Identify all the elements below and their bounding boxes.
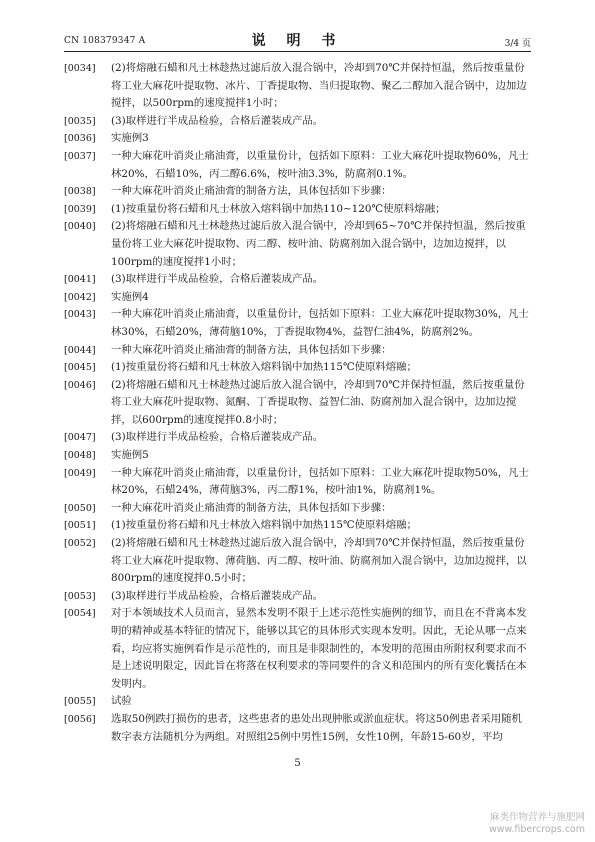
paragraph-number: [0049] (64, 467, 96, 479)
paragraph (64, 306, 531, 341)
paragraph-number: [0035] (64, 115, 96, 127)
paragraph-number: [0042] (64, 291, 96, 303)
paragraph (64, 711, 531, 746)
paragraph-text: 一种大麻花叶消炎止痛油膏，以重量份计，包括如下原料：工业大麻花叶提取物30%，凡士林30%，石蜡20%，薄荷脑10%，丁香提取物4%，益智仁油4%，防腐剂2%。 (111, 308, 529, 338)
paragraph-text: (3)取样进行半成品检验，合格后灌装成产品。 (111, 431, 324, 444)
watermark (489, 812, 585, 836)
watermark-line-2: www.fibercrops.com (488, 824, 585, 835)
paragraph-number: [0041] (64, 274, 96, 286)
paragraph-text: (2)将熔融石蜡和凡士林趁热过滤后放入混合锅中，冷却到70℃并保持恒温，然后按重量份将工业大麻花叶提取物、氮酮、丁香提取物、益智仁油、防腐剂加入混合锅中，边加边搅拌，以600rpm的速度搅拌0.8小时； (111, 378, 525, 426)
paragraph-text: 一种大麻花叶消炎止痛油膏，以重量份计，包括如下原料：工业大麻花叶提取物50%，凡士林20%，石蜡24%，薄荷脑3%，丙二醇1%，桉叶油1%，防腐剂1%。 (111, 466, 529, 497)
document-title: 说 明 书 (251, 33, 344, 49)
paragraph (64, 359, 531, 377)
paragraph-number: [0054] (64, 608, 96, 620)
page-indicator: 3/4 页 (504, 39, 531, 49)
paragraph (64, 148, 531, 183)
page-header (64, 0, 531, 52)
paragraph-text: 一种大麻花叶消炎止痛油膏的制备方法，具体包括如下步骤： (111, 343, 392, 356)
paragraph-number: [0046] (64, 379, 96, 391)
page-number: 5 (294, 758, 301, 769)
paragraph-text: (2)将熔融石蜡和凡士林趁热过滤后放入混合锅中，冷却到70℃并保持恒温，然后按重量份将工业大麻花叶提取物、薄荷脑、丙二醇、桉叶油、防腐剂加入混合锅中，边加边搅拌，以800rpm的速度搅拌0.5小时； (111, 537, 527, 585)
paragraph-number: [0034] (64, 63, 96, 74)
paragraph-number: [0036] (64, 133, 96, 145)
paragraph-text: 一种大麻花叶消炎止痛油膏，以重量份计，包括如下原料：工业大麻花叶提取物60%，凡士林20%，石蜡10%，丙二醇6.6%，桉叶油3.3%，防腐剂0.1%。 (111, 149, 529, 180)
paragraph-number: [0038] (64, 186, 96, 198)
paragraph-text: (3)取样进行半成品检验，合格后灌装成产品。 (111, 114, 324, 127)
paragraph (64, 535, 531, 588)
paragraph (64, 465, 531, 500)
paragraph (64, 289, 531, 307)
paragraph-number: [0040] (64, 221, 96, 233)
paragraph-number: [0044] (64, 344, 96, 356)
paragraph-text: 试验 (111, 695, 132, 708)
paragraph-text: 一种大麻花叶消炎止痛油膏的制备方法，具体包括如下步骤： (111, 185, 392, 198)
paragraph (64, 130, 531, 148)
document-body (64, 60, 531, 746)
paragraph-text: (3)取样进行半成品检验，合格后灌装成产品。 (111, 273, 324, 286)
paragraph (64, 693, 531, 711)
paragraph-text: (1)按重量份将石蜡和凡士林放入熔料锅中加热115℃使原料熔融； (111, 519, 417, 532)
paragraph-number: [0045] (64, 362, 96, 374)
paragraph-text: 一种大麻花叶消炎止痛油膏的制备方法，具体包括如下步骤： (111, 501, 392, 514)
paragraph (64, 271, 531, 289)
paragraph-text: 对于本领域技术人员而言，显然本发明不限于上述示范性实施例的细节，而且在不背离本发明的精神或基本特征的情况下，能够以其它的具体形式实现本发明。因此，无论从哪一点来看，均应将实施例看作是示范性的，而且是非限制性的，本发明的范围由所附权利要求而不是上述说明限定，因此旨在将落在权利要求的等同要件的含义和范围内的所有变化囊括在本发明内。 (111, 607, 527, 690)
paragraph (64, 113, 531, 131)
paragraph-text: 实施例3 (111, 132, 149, 145)
paragraph (64, 605, 531, 693)
paragraph-number: [0055] (64, 696, 96, 708)
paragraph-number: [0050] (64, 502, 96, 514)
paragraph (64, 517, 531, 535)
patent-number: CN 108379347 A (64, 36, 146, 46)
paragraph (64, 60, 531, 113)
paragraph-text: (2)将熔融石蜡和凡士林趁热过滤后放入混合锅中，冷却到65~70℃并保持恒温，然后按重量份将工业大麻花叶提取物、丙二醇、桉叶油、防腐剂加入混合锅中，边加边搅拌，以100rpm的速度搅拌1小时； (111, 220, 526, 268)
paragraph (64, 377, 531, 430)
paragraph-number: [0048] (64, 450, 96, 462)
paragraph-number: [0047] (64, 432, 96, 444)
paragraph-number: [0051] (64, 520, 96, 532)
watermark-line-1: 麻类作物营养与施肥网 (489, 812, 585, 823)
paragraph-number: [0043] (64, 309, 96, 321)
paragraph-number: [0053] (64, 590, 96, 602)
paragraph-text: (1)按重量份将石蜡和凡士林放入熔料锅中加热110~120℃使原料熔融； (111, 202, 446, 215)
paragraph-number: [0037] (64, 150, 96, 162)
paragraph (64, 429, 531, 447)
paragraph-number: [0039] (64, 203, 96, 215)
paragraph-number: [0052] (64, 538, 96, 550)
paragraph-text: (1)按重量份将石蜡和凡士林放入熔料锅中加热115℃使原料熔融； (111, 361, 417, 374)
paragraph-text: (2)将熔融石蜡和凡士林趁热过滤后放入混合锅中，冷却到70℃并保持恒温，然后按重量份将工业大麻花叶提取物、冰片、丁香提取物、当归提取物、聚乙二醇加入混合锅中，边加边搅拌，以500rpm的速度搅拌1小时； (111, 62, 527, 110)
paragraph (64, 447, 531, 465)
paragraph (64, 218, 531, 271)
paragraph-number: [0056] (64, 713, 96, 725)
paragraph (64, 201, 531, 219)
header-rule (64, 51, 531, 52)
paragraph (64, 183, 531, 201)
paragraph-text: 实施例5 (111, 449, 149, 462)
paragraph-text: 实施例4 (111, 290, 149, 303)
paragraph-text: (3)取样进行半成品检验，合格后灌装成产品。 (111, 589, 324, 602)
paragraph-text: 选取50例跌打损伤的患者，这些患者的患处出现肿胀或淤血症状。将这50例患者采用随机数字表方法随机分为两组。对照组25例中男性15例，女性10例，年龄15-60岁，平均 (111, 712, 522, 743)
paragraph (64, 500, 531, 518)
paragraph (64, 588, 531, 606)
paragraph (64, 342, 531, 360)
